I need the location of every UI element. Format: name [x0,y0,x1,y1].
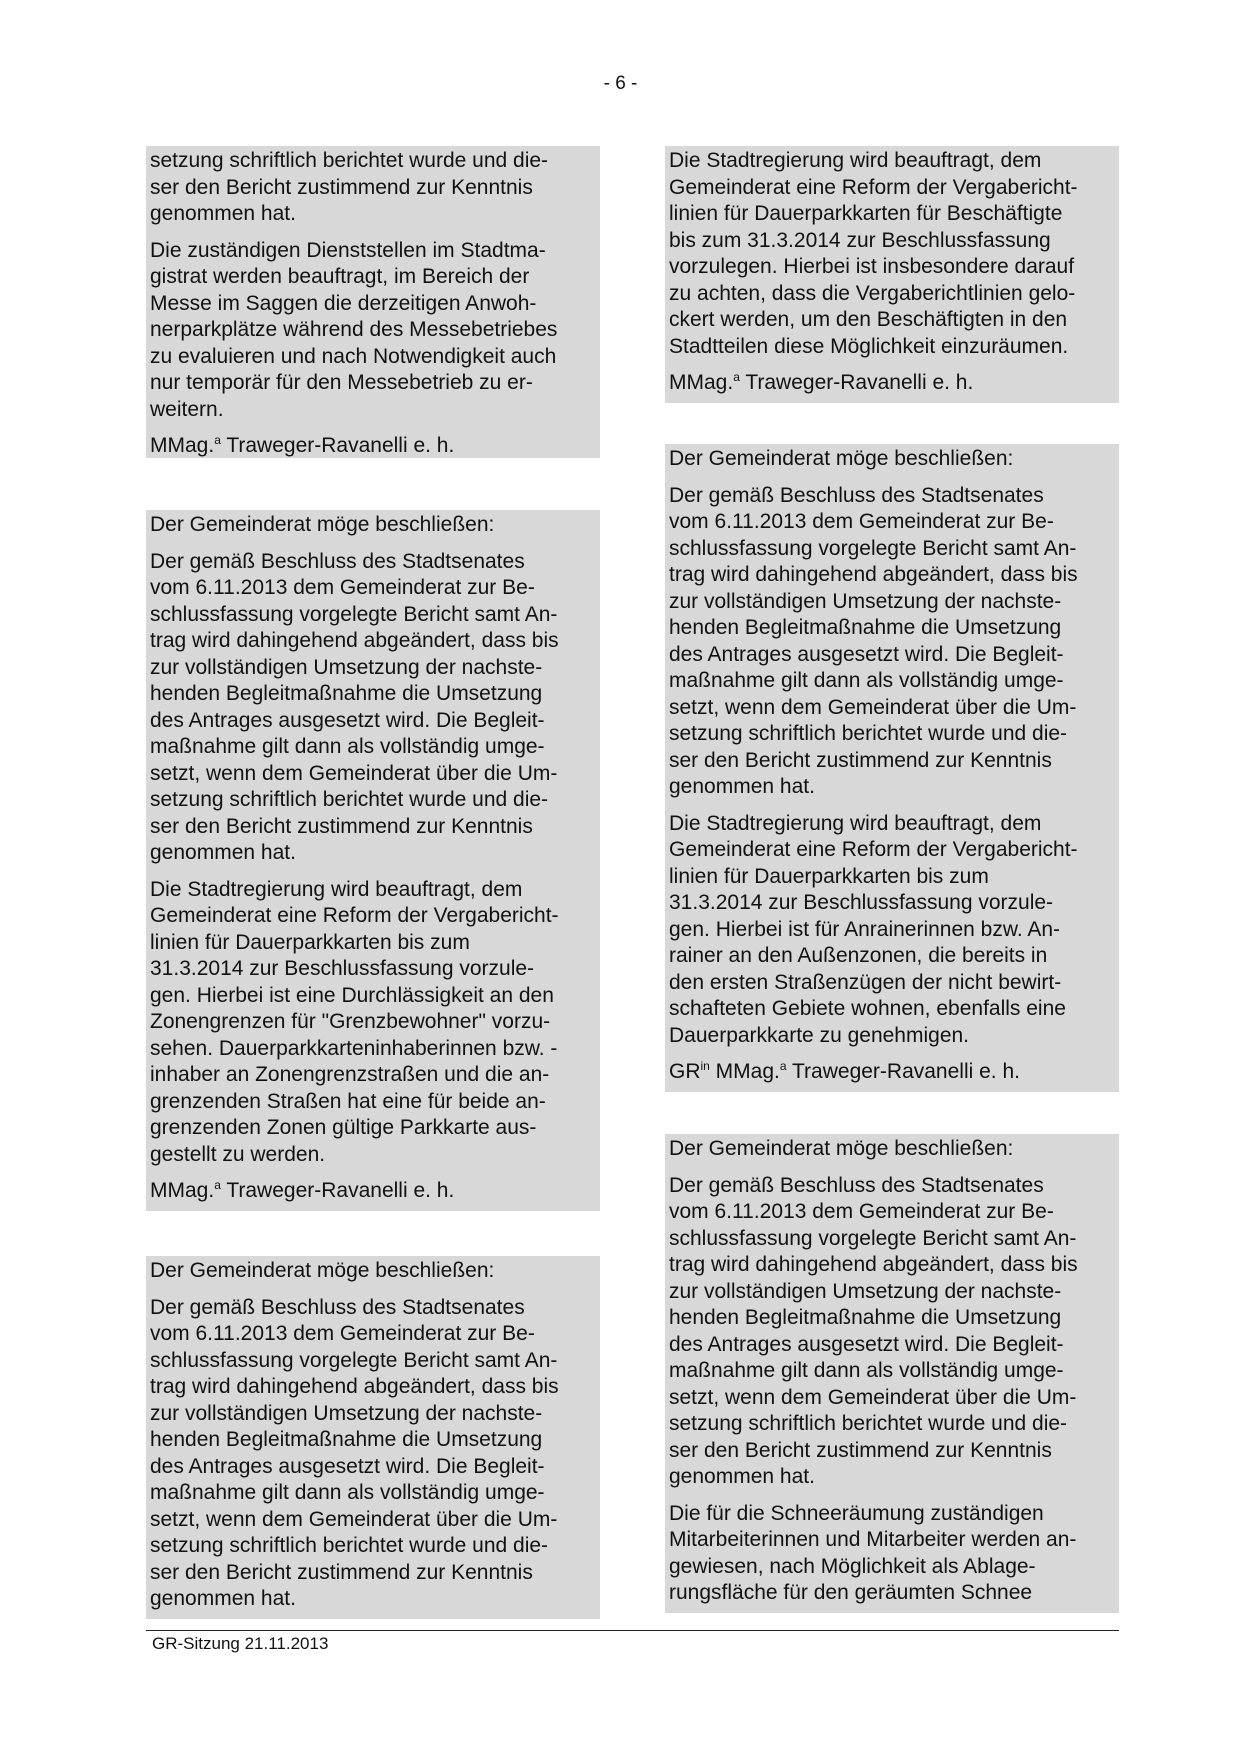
paragraph: Die Stadtregierung wird beauftragt, dem Gemeinderat eine Reform der Vergabericht- linien für Dauerparkkarten für Beschäftigte bis zum 31.3.2014 zur Beschlussfassung vorzulegen. Hierbei ist insbesondere darauf zu achten, dass die Vergaberichtlinien gelo- ckert werden, um den Beschäftigten in den Stadtteilen diese Möglichkeit einzuräumen. [669,149,1078,358]
footer-rule [146,1630,1119,1631]
signature-name: Traweger-Ravanelli e. h. [220,434,455,457]
signature-sup: a [214,433,221,447]
signature [669,1059,1115,1086]
signature-prefix: MMag. [709,1060,780,1083]
signature [669,370,1115,397]
motion-box-left-3 [146,1256,600,1619]
signature-gr-sup: in [700,1059,710,1073]
signature-gr: GR [669,1060,701,1083]
signature-name: Traweger-Ravanelli e. h. [786,1060,1020,1083]
signature-prefix: MMag. [150,434,215,457]
signature-name: Traweger-Ravanelli e. h. [739,371,974,394]
signature-sup: a [733,370,740,384]
signature-sup: a [214,1178,221,1192]
signature-prefix: MMag. [669,371,734,394]
motion-box-left-1 [146,146,600,458]
signature [150,1178,596,1205]
paragraph: Der gemäß Beschluss des Stadtsenates vom 6.11.2013 dem Gemeinderat zur Be- schlussfassung vorgelegte Bericht samt An- trag wird dahingehend abgeändert, dass bis zur vollständigen Umsetzung der nachste- henden Begleitmaßnahme die Umsetzung des Antrages ausgesetzt wird. Die Begleit- maßnahme gilt dann als vollständig umge- setzt, wenn dem Gemeinderat über die Um- setzung schriftlich berichtet wurde und die- ser den Bericht zustimmend zur Kenntnis genommen hat. [150,549,559,864]
motion-intro: Der Gemeinderat möge beschließen: [150,513,495,536]
signature-prefix: MMag. [150,1179,215,1202]
motion-intro: Der Gemeinderat möge beschließen: [669,1137,1014,1160]
signature [150,433,596,460]
paragraph: Die zuständigen Dienststellen im Stadtma- gistrat werden beauftragt, im Bereich der Messe im Saggen die derzeitigen Anwoh- nerparkplätze während des Messebetriebes zu evaluieren und nach Notwendigkeit auch nur temporär für den Messebetrieb zu er- weitern. [150,238,558,421]
paragraph: Die Stadtregierung wird beauftragt, dem Gemeinderat eine Reform der Vergabericht- linien für Dauerparkkarten bis zum 31.3.2014 zur Beschlussfassung vorzule- gen. Hierbei ist eine Durchlässigkeit an den Zonengrenzen für "Grenzbewohner" vorzu- sehen. Dauerparkkarteninhaberinnen bzw. - inhaber an Zonengrenzstraßen und die an- grenzenden Straßen hat eine für beide an- grenzenden Zonen gültige Parkkarte aus- gestellt zu werden. [150,877,559,1166]
paragraph: Der gemäß Beschluss des Stadtsenates vom 6.11.2013 dem Gemeinderat zur Be- schlussfassung vorgelegte Bericht samt An- trag wird dahingehend abgeändert, dass bis zur vollständigen Umsetzung der nachste- henden Begleitmaßnahme die Umsetzung des Antrages ausgesetzt wird. Die Begleit- maßnahme gilt dann als vollständig umge- setzt, wenn dem Gemeinderat über die Um- setzung schriftlich berichtet wurde und die- ser den Bericht zustimmend zur Kenntnis genommen hat. [669,483,1078,798]
page-number: - 6 - [603,73,638,94]
left-column [146,146,600,1610]
motion-intro: Der Gemeinderat möge beschließen: [669,447,1014,470]
right-column [665,146,1119,1604]
paragraph: Der gemäß Beschluss des Stadtsenates vom 6.11.2013 dem Gemeinderat zur Be- schlussfassung vorgelegte Bericht samt An- trag wird dahingehend abgeändert, dass bis zur vollständigen Umsetzung der nachste- henden Begleitmaßnahme die Umsetzung des Antrages ausgesetzt wird. Die Begleit- maßnahme gilt dann als vollständig umge- setzt, wenn dem Gemeinderat über die Um- setzung schriftlich berichtet wurde und die- ser den Bericht zustimmend zur Kenntnis genommen hat. [669,1173,1078,1488]
paragraph: Der gemäß Beschluss des Stadtsenates vom 6.11.2013 dem Gemeinderat zur Be- schlussfassung vorgelegte Bericht samt An- trag wird dahingehend abgeändert, dass bis zur vollständigen Umsetzung der nachste- henden Begleitmaßnahme die Umsetzung des Antrages ausgesetzt wird. Die Begleit- maßnahme gilt dann als vollständig umge- setzt, wenn dem Gemeinderat über die Um- setzung schriftlich berichtet wurde und die- ser den Bericht zustimmend zur Kenntnis genommen hat. [150,1295,559,1610]
paragraph: setzung schriftlich berichtet wurde und die- ser den Bericht zustimmend zur Kenntnis genommen hat. [150,149,549,225]
motion-intro: Der Gemeinderat möge beschließen: [150,1259,495,1282]
footer-text: GR-Sitzung 21.11.2013 [152,1634,329,1653]
motion-box-left-2 [146,510,600,1211]
paragraph: Die für die Schneeräumung zuständigen Mitarbeiterinnen und Mitarbeiter werden an- gewiesen, nach Möglichkeit als Ablage- rungsfläche für den geräumten Schnee [669,1501,1077,1604]
signature-name: Traweger-Ravanelli e. h. [220,1179,455,1202]
signature-sup: a [779,1059,787,1073]
paragraph: Die Stadtregierung wird beauftragt, dem Gemeinderat eine Reform der Vergabericht- linien für Dauerparkkarten bis zum 31.3.2014 zur Beschlussfassung vorzule- gen. Hierbei ist für Anrainerinnen bzw. An- rainer an den Außenzonen, die bereits in den ersten Straßenzügen der nicht bewirt- schafteten Gebiete wohnen, ebenfalls eine Dauerparkkarte zu genehmigen. [669,811,1078,1047]
motion-box-right-2 [665,444,1119,1092]
motion-box-right-3 [665,1134,1119,1613]
motion-box-right-1 [665,146,1119,403]
